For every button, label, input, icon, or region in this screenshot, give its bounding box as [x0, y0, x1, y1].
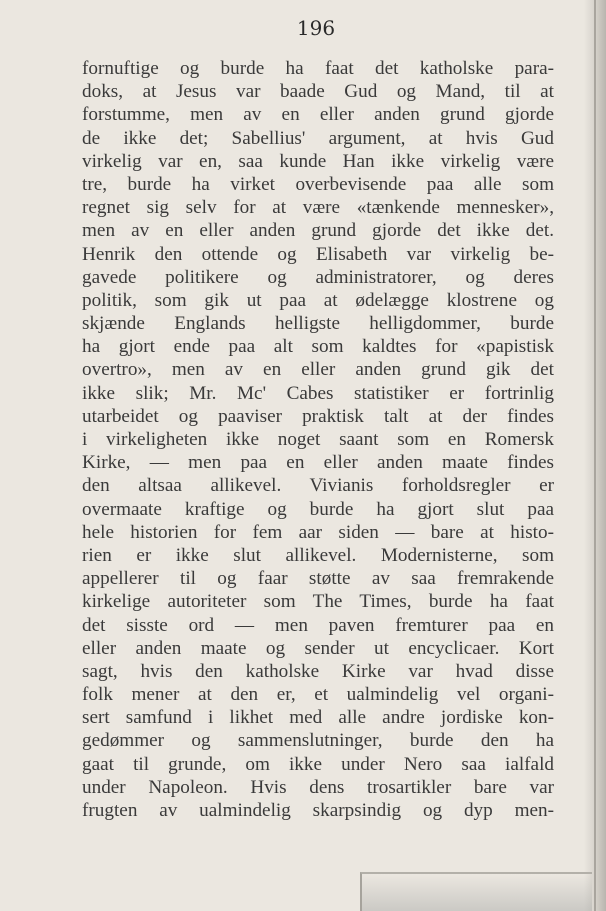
page-number: 196: [296, 16, 336, 40]
text-line: sagt, hvis den katholske Kirke var hvad disse: [82, 660, 554, 682]
text-line: ha gjort ende paa alt som kaldtes for «papistisk: [82, 336, 554, 358]
text-line: virkelig var en, saa kunde Han ikke virkelig være: [82, 150, 554, 172]
text-line: tre, burde ha virket overbevisende paa alle som: [82, 173, 554, 195]
text-line: den altsaa allikevel. Vivianis forholdsregler er: [82, 475, 554, 497]
text-line: ikke slik; Mr. Mc' Cabes statistiker er fortrinlig: [82, 382, 554, 404]
text-line: hele historien for fem aar siden — bare at histo-: [82, 521, 554, 543]
text-line: appellerer til og faar støtte av saa fremrakende: [82, 568, 554, 590]
text-line: fornuftige og burde ha faat det katholske para-: [82, 58, 554, 79]
text-line: doks, at Jesus var baade Gud og Mand, til at: [82, 81, 554, 103]
text-line: overmaate kraftige og burde ha gjort slut paa: [82, 498, 554, 520]
text-line: forstumme, men av en eller anden grund gjorde: [82, 104, 554, 126]
text-line: politik, som gik ut paa at ødelægge klostrene og: [82, 289, 554, 311]
text-line: de ikke det; Sabellius' argument, at hvis Gud: [82, 127, 554, 149]
text-line: under Napoleon. Hvis dens trosartikler bare var: [82, 776, 554, 798]
text-line: kirkelige autoriteter som The Times, burde ha faat: [82, 591, 554, 613]
body-text: [82, 57, 554, 822]
text-line: eller anden maate og sender ut encyclicaer. Kort: [82, 637, 554, 659]
text-line: overtro», men av en eller anden grund gik det: [82, 359, 554, 381]
text-line: regnet sig selv for at være «tænkende mennesker»,: [82, 197, 554, 219]
text-line: i virkeligheten ikke noget saant som en Romersk: [82, 429, 554, 450]
text-line: sert samfund i likhet med alle andre jordiske kon-: [82, 707, 554, 729]
page-edge-line: [594, 0, 596, 911]
text-line: gedømmer og sammenslutninger, burde den ha: [82, 730, 554, 752]
text-line: gavede politikere og administratorer, og deres: [82, 266, 554, 288]
text-line: gaat til grunde, om ikke under Nero saa ialfald: [82, 753, 554, 775]
text-line: skjænde Englands helligste helligdommer, burde: [82, 313, 554, 335]
text-line: Henrik den ottende og Elisabeth var virkelig be-: [82, 243, 554, 265]
text-line: folk mener at den er, et ualmindelig vel organi-: [82, 684, 554, 706]
text-line: men av en eller anden grund gjorde det ikke det.: [82, 220, 554, 242]
text-line: frugten av ualmindelig skarpsindig og dyp men-: [82, 800, 554, 821]
text-line: Kirke, — men paa en eller anden maate findes: [82, 452, 554, 474]
text-line: det sisste ord — men paven fremturer paa en: [82, 614, 554, 636]
scan-artifact: [360, 872, 592, 911]
text-line: utarbeidet og paaviser praktisk talt at der findes: [82, 405, 554, 427]
text-line: rien er ikke slut allikevel. Modernisterne, som: [82, 544, 554, 566]
